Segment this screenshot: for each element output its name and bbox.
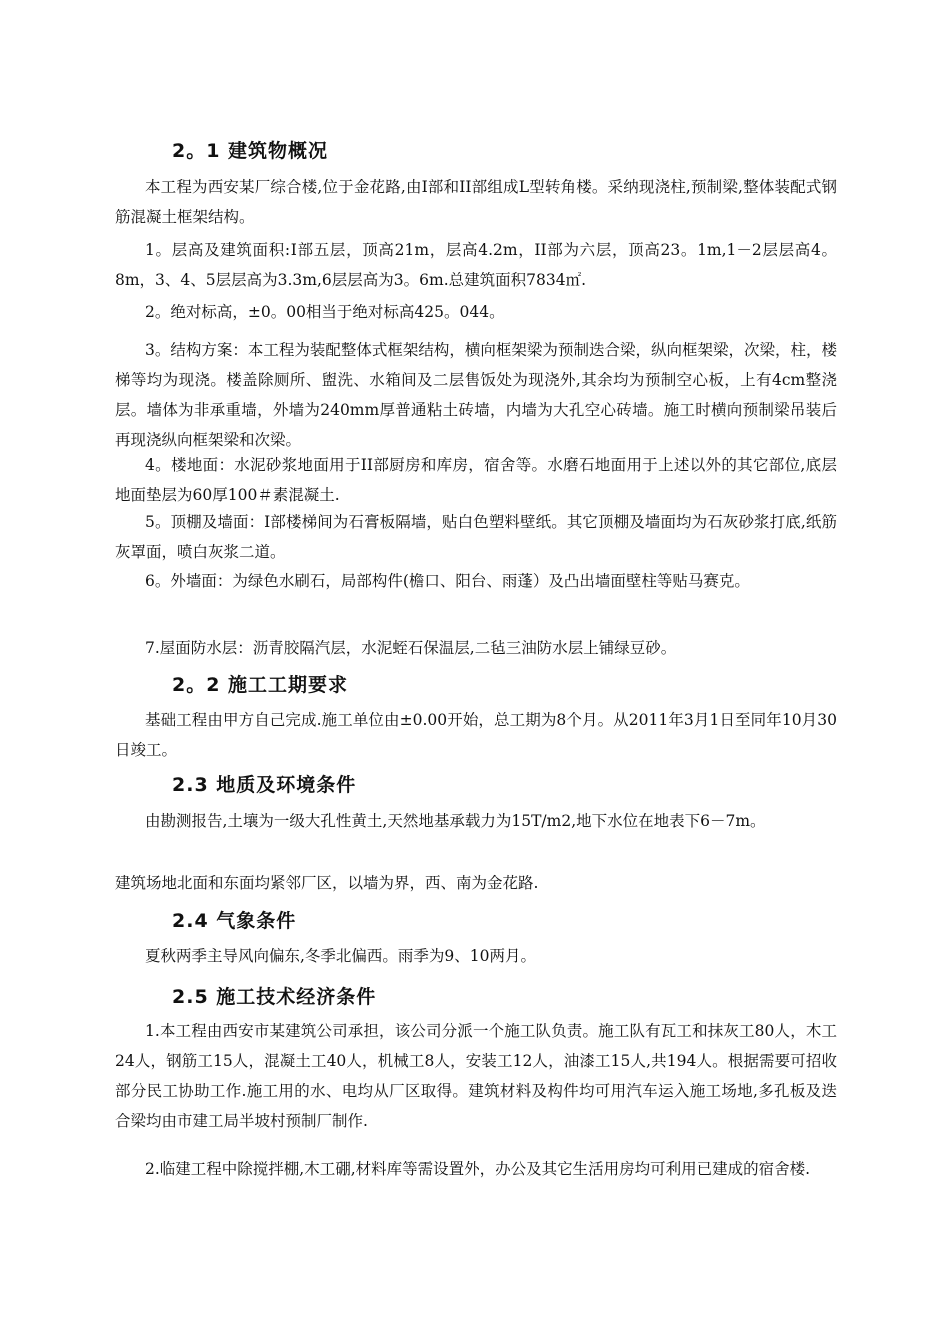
section-heading: 2.5 施工技术经济条件 xyxy=(172,986,377,1008)
section-heading: 2。1 建筑物概况 xyxy=(172,140,329,162)
paragraph: 3。结构方案：本工程为装配整体式框架结构，横向框架梁为预制迭合梁，纵向框架梁，次梁，柱，楼梯等均为现浇。楼盖除厕所、盥洗、水箱间及二层售饭处为现浇外,其余均为预制空心板，上有4cm整浇层。墙体为非承重墙，外墙为240mm厚普通粘土砖墙，内墙为大孔空心砖墙。施工时横向预制梁吊装后再现浇纵向框架梁和次梁。 xyxy=(115,341,837,449)
paragraph: 5。顶棚及墙面：Ⅰ部楼梯间为石膏板隔墙，贴白色塑料壁纸。其它顶棚及墙面均为石灰砂浆打底,纸筋灰罩面，喷白灰浆二道。 xyxy=(115,513,837,561)
paragraph: 4。楼地面：水泥砂浆地面用于II部厨房和库房，宿舍等。水磨石地面用于上述以外的其它部位,底层地面垫层为60厚100＃素混凝土. xyxy=(115,456,837,504)
paragraph: 6。外墙面：为绿色水刷石，局部构件(檐口、阳台、雨蓬）及凸出墙面壁柱等贴马赛克。 xyxy=(145,572,750,590)
paragraph: 1.本工程由西安市某建筑公司承担，该公司分派一个施工队负责。施工队有瓦工和抹灰工80人，木工24人，钢筋工15人，混凝土工40人，机械工8人，安装工12人，油漆工15人,共194人。根据需要可招收部分民工协助工作.施工用的水、电均从厂区取得。建筑材料及构件均可用汽车运入施工场地,多孔板及迭合梁均由市建工局半坡村预制厂制作. xyxy=(115,1022,837,1130)
paragraph: 1。层高及建筑面积:Ⅰ部五层，顶高21m，层高4.2m，II部为六层，顶高23。1m,1－2层层高4。8m，3、4、5层层高为3.3m,6层层高为3。6m.总建筑面积7834㎡. xyxy=(115,241,837,289)
paragraph: 由勘测报告,土壤为一级大孔性黄土,天然地基承载力为15T/m2,地下水位在地表下6－7m。 xyxy=(145,812,766,830)
paragraph: 基础工程由甲方自己完成.施工单位由±0.00开始，总工期为8个月。从2011年3月1日至同年10月30日竣工。 xyxy=(115,711,837,759)
section-heading: 2。2 施工工期要求 xyxy=(172,674,349,696)
paragraph: 2。绝对标高，±0。00相当于绝对标高425。044。 xyxy=(145,303,505,321)
section-heading: 2.4 气象条件 xyxy=(172,910,297,932)
paragraph: 7.屋面防水层：沥青胶隔汽层，水泥蛭石保温层,二毡三油防水层上铺绿豆砂。 xyxy=(145,639,677,657)
paragraph: 夏秋两季主导风向偏东,冬季北偏西。雨季为9、10两月。 xyxy=(145,947,537,965)
section-heading: 2.3 地质及环境条件 xyxy=(172,774,357,796)
paragraph: 建筑场地北面和东面均紧邻厂区，以墙为界，西、南为金花路. xyxy=(115,874,539,892)
paragraph: 2.临建工程中除搅拌棚,木工硼,材料库等需设置外，办公及其它生活用房均可利用已建成的宿舍楼. xyxy=(145,1160,811,1178)
paragraph: 本工程为西安某厂综合楼,位于金花路,由Ⅰ部和II部组成L型转角楼。采纳现浇柱,预制梁,整体装配式钢筋混凝土框架结构。 xyxy=(115,178,837,226)
